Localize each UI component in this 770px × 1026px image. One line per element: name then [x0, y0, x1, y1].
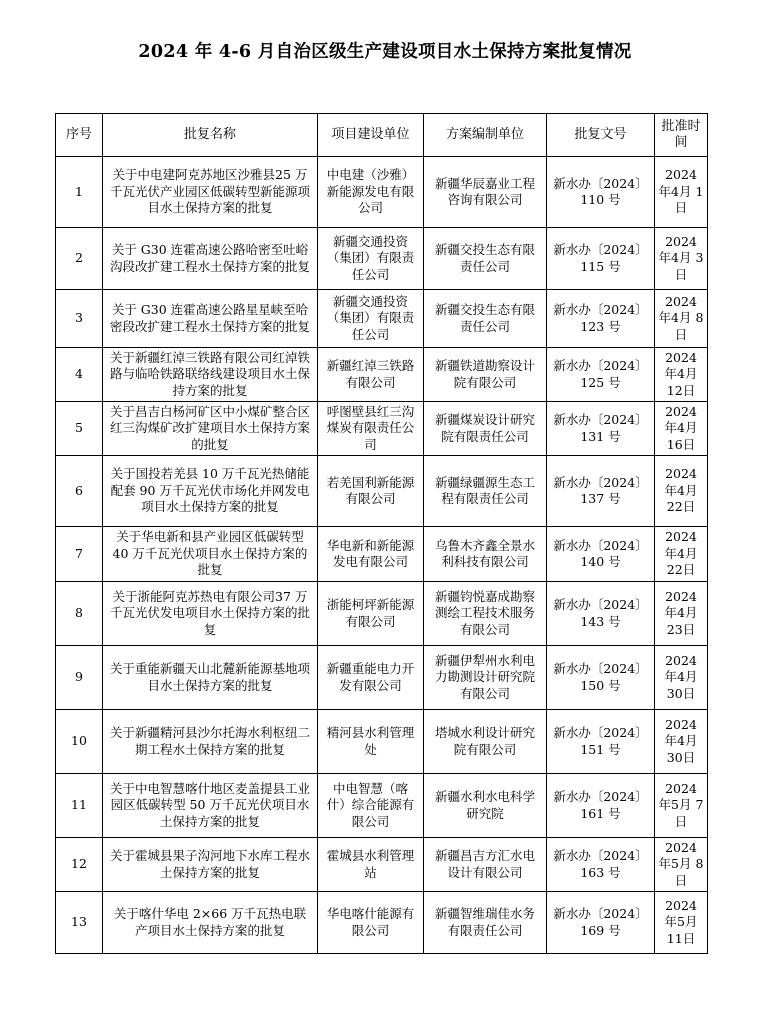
row-no: 1 — [56, 157, 103, 228]
row-date: 2024 年4月 22日 — [655, 456, 708, 527]
header-date: 批准时间 — [655, 114, 708, 157]
header-name: 批复名称 — [103, 114, 318, 157]
row-name: 关于国投若羌县 10 万千瓦光热储能配套 90 万千瓦光伏市场化并网发电项目水土保持方案的批复 — [103, 456, 318, 527]
row-builder: 精河县水利管理处 — [318, 710, 424, 774]
table-row — [56, 157, 708, 228]
row-doc: 新水办〔2024〕143 号 — [547, 582, 655, 646]
row-doc: 新水办〔2024〕140 号 — [547, 527, 655, 582]
row-date: 2024 年5月 7 日 — [655, 774, 708, 838]
row-doc: 新水办〔2024〕161 号 — [547, 774, 655, 838]
row-no: 9 — [56, 646, 103, 710]
row-compiler: 新疆交投生态有限责任公司 — [424, 290, 547, 348]
row-doc: 新水办〔2024〕123 号 — [547, 290, 655, 348]
row-name: 关于霍城县果子沟河地下水库工程水土保持方案的批复 — [103, 838, 318, 892]
table-row — [56, 527, 708, 582]
row-builder: 新疆交通投资（集团）有限责任公司 — [318, 290, 424, 348]
row-date: 2024 年4月 1 日 — [655, 157, 708, 228]
row-doc: 新水办〔2024〕115 号 — [547, 228, 655, 290]
header-compiler: 方案编制单位 — [424, 114, 547, 157]
row-compiler: 新疆伊犁州水利电力勘测设计研究院有限公司 — [424, 646, 547, 710]
table-row — [56, 646, 708, 710]
row-compiler: 新疆华辰嘉业工程咨询有限公司 — [424, 157, 547, 228]
row-name: 关于喀什华电 2×66 万千瓦热电联产项目水土保持方案的批复 — [103, 892, 318, 954]
row-doc: 新水办〔2024〕137 号 — [547, 456, 655, 527]
row-date: 2024 年4月 23日 — [655, 582, 708, 646]
row-no: 11 — [56, 774, 103, 838]
row-name: 关于昌吉白杨河矿区中小煤矿整合区红三沟煤矿改扩建项目水土保持方案的批复 — [103, 402, 318, 456]
row-builder: 新疆交通投资（集团）有限责任公司 — [318, 228, 424, 290]
table-row — [56, 228, 708, 290]
row-name: 关于中电智慧喀什地区麦盖提县工业园区低碳转型 50 万千瓦光伏项目水土保持方案的批复 — [103, 774, 318, 838]
row-doc: 新水办〔2024〕169 号 — [547, 892, 655, 954]
header-no: 序号 — [56, 114, 103, 157]
row-date: 2024 年4月 8 日 — [655, 290, 708, 348]
row-doc: 新水办〔2024〕131 号 — [547, 402, 655, 456]
row-compiler: 新疆钧悦嘉成勘察测绘工程技术服务有限公司 — [424, 582, 547, 646]
row-compiler: 新疆智维瑞佳水务有限责任公司 — [424, 892, 547, 954]
row-doc: 新水办〔2024〕163 号 — [547, 838, 655, 892]
table-row — [56, 456, 708, 527]
row-doc: 新水办〔2024〕110 号 — [547, 157, 655, 228]
row-builder: 华电喀什能源有限公司 — [318, 892, 424, 954]
row-no: 3 — [56, 290, 103, 348]
row-compiler: 新疆水利水电科学研究院 — [424, 774, 547, 838]
row-name: 关于中电建阿克苏地区沙雅县25 万千瓦光伏产业园区低碳转型新能源项目水土保持方案的批复 — [103, 157, 318, 228]
row-date: 2024 年5月 11日 — [655, 892, 708, 954]
row-date: 2024 年4月 3 日 — [655, 228, 708, 290]
row-name: 关于浙能阿克苏热电有限公司37 万千瓦光伏发电项目水土保持方案的批复 — [103, 582, 318, 646]
row-builder: 呼图壁县红三沟煤炭有限责任公司 — [318, 402, 424, 456]
table-row — [56, 402, 708, 456]
row-name: 关于华电新和县产业园区低碳转型 40 万千瓦光伏项目水土保持方案的批复 — [103, 527, 318, 582]
table-row — [56, 348, 708, 402]
row-name: 关于 G30 连霍高速公路哈密至吐峪沟段改扩建工程水土保持方案的批复 — [103, 228, 318, 290]
row-name: 关于新疆精河县沙尔托海水利枢纽二期工程水土保持方案的批复 — [103, 710, 318, 774]
row-builder: 霍城县水利管理站 — [318, 838, 424, 892]
row-date: 2024 年4月 16日 — [655, 402, 708, 456]
row-date: 2024 年4月 30日 — [655, 710, 708, 774]
table-row — [56, 582, 708, 646]
row-builder: 新疆红淖三铁路有限公司 — [318, 348, 424, 402]
row-compiler: 新疆煤炭设计研究院有限责任公司 — [424, 402, 547, 456]
row-no: 6 — [56, 456, 103, 527]
row-compiler: 新疆铁道勘察设计院有限公司 — [424, 348, 547, 402]
row-doc: 新水办〔2024〕150 号 — [547, 646, 655, 710]
row-compiler: 乌鲁木齐鑫全景水利科技有限公司 — [424, 527, 547, 582]
header-builder: 项目建设单位 — [318, 114, 424, 157]
table-row — [56, 710, 708, 774]
row-date: 2024 年4月 12日 — [655, 348, 708, 402]
row-no: 2 — [56, 228, 103, 290]
row-no: 10 — [56, 710, 103, 774]
row-no: 13 — [56, 892, 103, 954]
row-builder: 中电建（沙雅）新能源发电有限公司 — [318, 157, 424, 228]
approval-table — [55, 113, 708, 954]
row-date: 2024 年4月 22日 — [655, 527, 708, 582]
row-no: 5 — [56, 402, 103, 456]
row-compiler: 新疆昌吉方汇水电设计有限公司 — [424, 838, 547, 892]
row-doc: 新水办〔2024〕125 号 — [547, 348, 655, 402]
row-date: 2024 年5月 8 日 — [655, 838, 708, 892]
table-row — [56, 838, 708, 892]
row-name: 关于新疆红淖三铁路有限公司红淖铁路与临哈铁路联络线建设项目水土保持方案的批复 — [103, 348, 318, 402]
row-compiler: 塔城水利设计研究院有限公司 — [424, 710, 547, 774]
table-row — [56, 774, 708, 838]
row-no: 7 — [56, 527, 103, 582]
row-builder: 新疆重能电力开发有限公司 — [318, 646, 424, 710]
page-title: 2024 年 4-6 月自治区级生产建设项目水土保持方案批复情况 — [138, 42, 632, 62]
header-doc: 批复文号 — [547, 114, 655, 157]
row-builder: 中电智慧（喀什）综合能源有限公司 — [318, 774, 424, 838]
row-builder: 华电新和新能源发电有限公司 — [318, 527, 424, 582]
row-name: 关于重能新疆天山北麓新能源基地项目水土保持方案的批复 — [103, 646, 318, 710]
row-compiler: 新疆交投生态有限责任公司 — [424, 228, 547, 290]
table-row — [56, 290, 708, 348]
row-doc: 新水办〔2024〕151 号 — [547, 710, 655, 774]
row-no: 8 — [56, 582, 103, 646]
row-compiler: 新疆绿疆源生态工程有限责任公司 — [424, 456, 547, 527]
row-builder: 若羌国利新能源有限公司 — [318, 456, 424, 527]
row-no: 4 — [56, 348, 103, 402]
table-header-row — [56, 114, 708, 157]
row-builder: 浙能柯坪新能源有限公司 — [318, 582, 424, 646]
table-row — [56, 892, 708, 954]
row-name: 关于 G30 连霍高速公路星星峡至哈密段改扩建工程水土保持方案的批复 — [103, 290, 318, 348]
row-no: 12 — [56, 838, 103, 892]
row-date: 2024 年4月 30日 — [655, 646, 708, 710]
